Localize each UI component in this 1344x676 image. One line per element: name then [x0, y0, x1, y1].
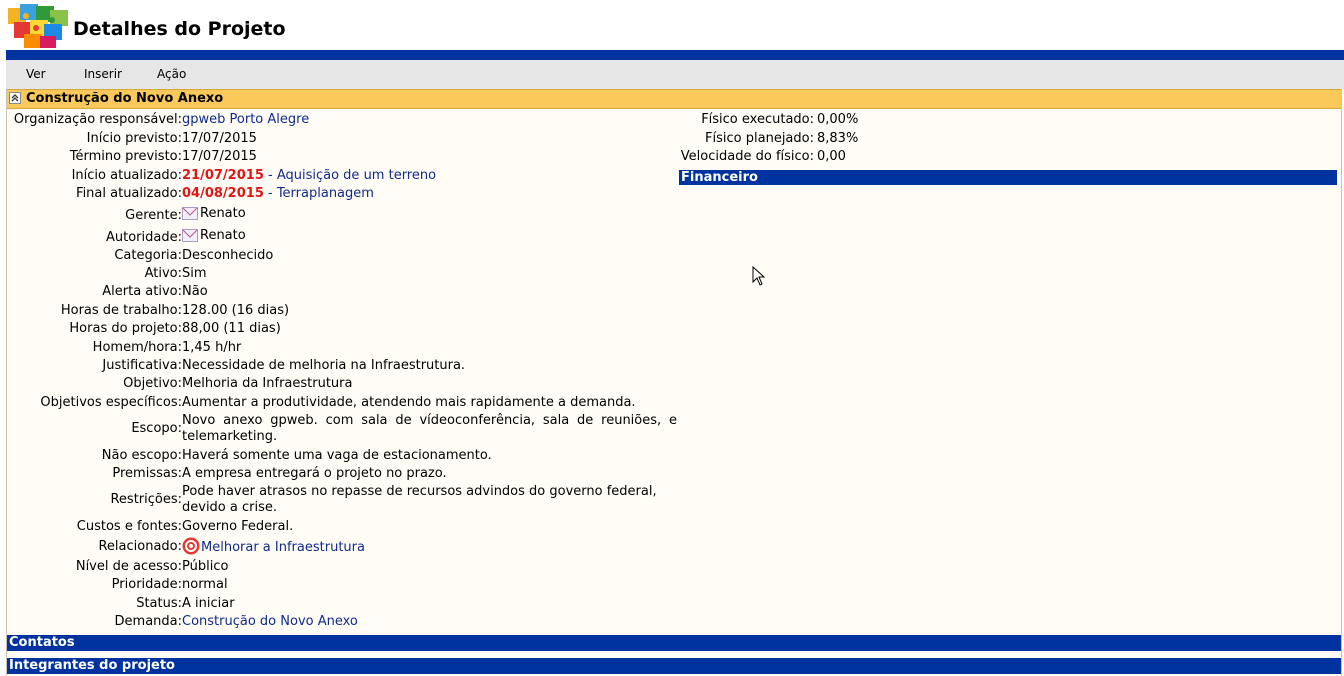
field-label: Premissas:: [112, 466, 182, 481]
field-label: Alerta ativo:: [102, 284, 182, 299]
field-value: Haverá somente uma vaga de estacionamento.: [182, 448, 492, 463]
field-label: Físico executado:: [701, 112, 814, 127]
menu-inserir[interactable]: Inserir: [84, 67, 122, 81]
field-label: Objetivos específicos:: [40, 395, 182, 410]
field-label: Relacionado:: [98, 539, 182, 554]
members-section-header[interactable]: [7, 658, 1341, 674]
field-value: A empresa entregará o projeto no prazo.: [182, 466, 447, 481]
field-value: [182, 206, 677, 222]
field-value: Novo anexo gpweb. com sala de vídeoconferência, sala de reuniões, e telemarketing.: [182, 413, 677, 444]
field-value: 0,00%: [817, 112, 859, 127]
menu-acao[interactable]: Ação: [157, 67, 187, 81]
field-value: 8,83%: [817, 131, 859, 146]
field-label: Status:: [136, 596, 182, 611]
field-value: 1,45 h/hr: [182, 340, 242, 355]
field-value: Necessidade de melhoria na Infraestrutura.: [182, 358, 466, 373]
field-label: Objetivo:: [123, 376, 182, 391]
field-label: Velocidade do físico:: [680, 149, 814, 164]
end-task-link[interactable]: Terraplanagem: [276, 186, 374, 201]
field-label: Horas do projeto:: [69, 321, 182, 336]
field-label: Restrições:: [110, 492, 182, 507]
financial-section-header[interactable]: [679, 170, 1337, 185]
field-value: 128.00 (16 dias): [182, 303, 290, 318]
field-value: Desconhecido: [182, 248, 274, 263]
field-value: [182, 168, 677, 184]
project-details-panel: [6, 89, 1342, 676]
mouse-cursor-icon: [752, 266, 766, 286]
field-value: 0,00: [817, 149, 846, 164]
financial-title: Financeiro: [681, 170, 758, 185]
collapse-icon[interactable]: [9, 92, 21, 104]
target-icon: [182, 537, 200, 555]
field-value: 17/07/2015: [182, 149, 257, 164]
field-label: Início atualizado:: [71, 168, 182, 183]
field-label: Gerente:: [125, 208, 182, 223]
field-label: Organização responsável:: [13, 112, 182, 127]
field-label: Horas de trabalho:: [60, 303, 182, 318]
field-label: Escopo:: [131, 421, 182, 436]
field-label: Ativo:: [144, 266, 182, 281]
demand-link[interactable]: Construção do Novo Anexo: [182, 614, 358, 629]
manager-name: Renato: [200, 206, 246, 221]
contacts-section-header[interactable]: [7, 635, 1341, 651]
menu-ver[interactable]: Ver: [26, 67, 46, 81]
organization-link[interactable]: gpweb Porto Alegre: [182, 112, 310, 127]
field-value: Governo Federal.: [182, 519, 294, 534]
contacts-title: Contatos: [9, 635, 75, 650]
page-header: [0, 0, 1344, 50]
field-value: [182, 228, 677, 244]
field-label: Custos e fontes:: [76, 519, 182, 534]
envelope-icon[interactable]: [182, 207, 198, 220]
field-value: Pode haver atrasos no repasse de recursos advindos do governo federal, devido a crise.: [182, 484, 657, 515]
field-value: A iniciar: [182, 596, 235, 611]
field-value: 17/07/2015: [182, 131, 257, 146]
project-section-header: [7, 89, 1341, 109]
field-label: Final atualizado:: [76, 186, 182, 201]
puzzle-logo-icon: [6, 2, 72, 50]
field-value: Sim: [182, 266, 207, 281]
field-label: Homem/hora:: [92, 340, 182, 355]
field-value: [182, 537, 677, 556]
start-updated-date: 21/07/2015: [182, 168, 264, 183]
field-label: Demanda:: [114, 614, 182, 629]
members-title: Integrantes do projeto: [9, 658, 175, 673]
project-name: Construção do Novo Anexo: [26, 91, 224, 106]
field-value: Não: [182, 284, 208, 299]
field-value: normal: [182, 577, 228, 592]
field-label: Categoria:: [114, 248, 182, 263]
field-value: Aumentar a produtividade, atendendo mais rapidamente a demanda.: [182, 395, 636, 410]
related-link[interactable]: Melhorar a Infraestrutura: [201, 540, 365, 555]
field-value: 88,00 (11 dias): [182, 321, 281, 336]
field-label: Autoridade:: [106, 230, 182, 245]
field-value: Melhoria da Infraestrutura: [182, 376, 353, 391]
field-label: Início previsto:: [86, 131, 182, 146]
field-label: Físico planejado:: [705, 131, 814, 146]
start-task-link[interactable]: Aquisição de um terreno: [276, 168, 437, 183]
header-divider: [6, 50, 1344, 60]
authority-name: Renato: [200, 228, 246, 243]
end-updated-date: 04/08/2015: [182, 186, 264, 201]
field-label: Não escopo:: [101, 448, 182, 463]
envelope-icon[interactable]: [182, 229, 198, 242]
field-value: [182, 186, 677, 202]
field-label: Justificativa:: [102, 358, 182, 373]
page-title: Detalhes do Projeto: [73, 18, 286, 40]
field-value: Público: [182, 559, 229, 574]
separator: -: [263, 168, 277, 183]
menu-bar: [6, 60, 1344, 89]
separator: -: [263, 186, 277, 201]
field-label: Nível de acesso:: [75, 559, 182, 574]
field-label: Término previsto:: [69, 149, 182, 164]
field-label: Prioridade:: [111, 577, 182, 592]
